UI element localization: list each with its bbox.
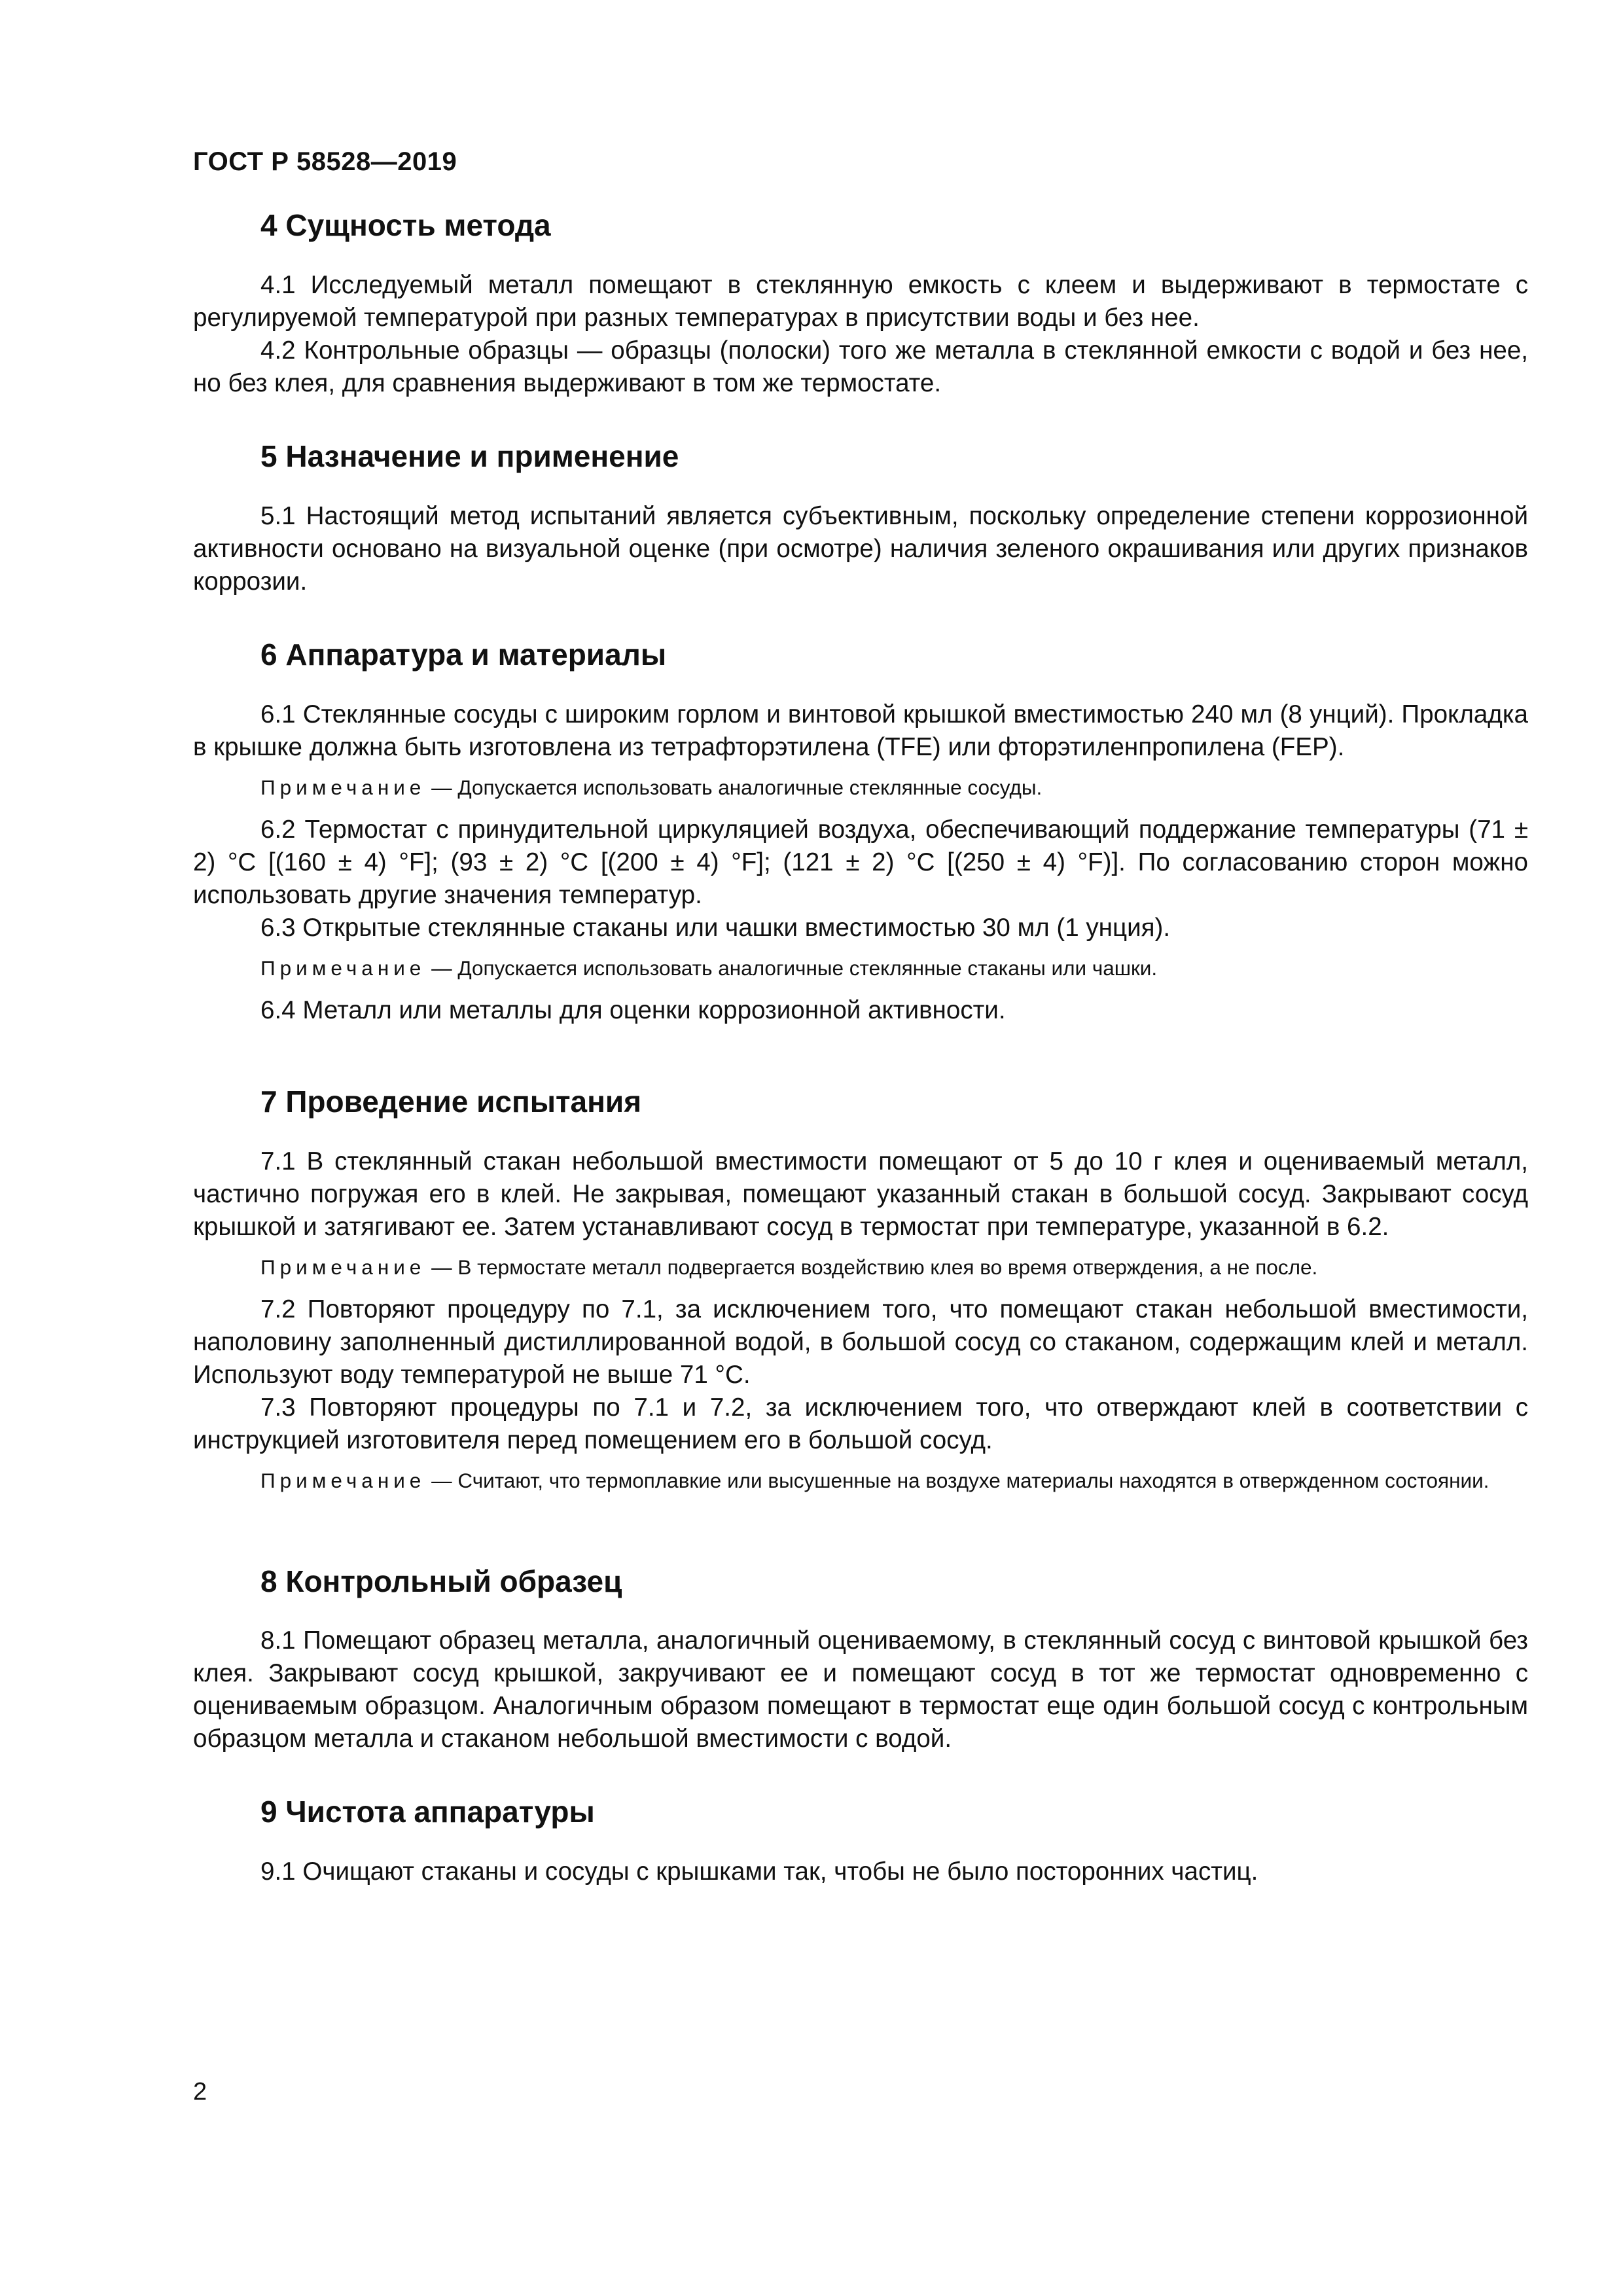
note-7-1 — [193, 1253, 1528, 1282]
note-7-3 — [193, 1466, 1528, 1495]
section-4-title: 4 Сущность метода — [260, 208, 551, 242]
section-7-title: 7 Проведение испытания — [260, 1084, 642, 1119]
paragraph-6-2: 6.2 Термостат с принудительной циркуляцией воздуха, обеспечивающий поддержание температуры (71 ± 2) °С [(160 ± 4) °F]; (93 ± 2) °С [(200 ± 4) °F]; (121 ± 2) °С [(250 ± 4) °F)]. По согласованию сторон можно использовать другие значения температур. — [193, 815, 1528, 909]
note-text: — В термостате металл подвергается воздействию клея во время отверждения, а не после. — [425, 1255, 1318, 1279]
page-number: 2 — [193, 2078, 207, 2106]
paragraph-7-2: 7.2 Повторяют процедуру по 7.1, за исключением того, что помещают стакан небольшой вместимости, наполовину заполненный дистиллированной водой, в большой сосуд со стаканом, содержащим клей и металл. Используют воду температурой не выше 71 °С. — [193, 1295, 1528, 1389]
paragraph-6-4: 6.4 Металл или металлы для оценки коррозионной активности. — [260, 996, 1006, 1024]
note-label: Примечание — [260, 775, 426, 799]
document-page — [193, 147, 1528, 1888]
note-6-3 — [193, 954, 1528, 982]
section-8-title: 8 Контрольный образец — [260, 1564, 622, 1598]
note-label: Примечание — [260, 1468, 426, 1492]
note-text: — Допускается использовать аналогичные стеклянные сосуды. — [425, 775, 1043, 799]
note-6-1 — [193, 773, 1528, 802]
section-9-title: 9 Чистота аппаратуры — [260, 1795, 595, 1829]
paragraph-7-3: 7.3 Повторяют процедуры по 7.1 и 7.2, за исключением того, что отверждают клей в соответствии с инструкцией изготовителя перед помещением его в большой сосуд. — [193, 1393, 1528, 1454]
paragraph-8-1: 8.1 Помещают образец металла, аналогичный оцениваемому, в стеклянный сосуд с винтовой крышкой без клея. Закрывают сосуд крышкой, закручивают ее и помещают сосуд в тот же термостат одновременно с оцениваемым образцом. Аналогичным образом помещают в термостат еще один большой сосуд с контрольным образцом металла и стаканом небольшой вместимости с водой. — [193, 1626, 1528, 1753]
paragraph-9-1: 9.1 Очищают стаканы и сосуды с крышками так, чтобы не было посторонних частиц. — [260, 1857, 1258, 1886]
section-5-title: 5 Назначение и применение — [260, 439, 679, 473]
paragraph-5-1: 5.1 Настоящий метод испытаний является субъективным, поскольку определение степени коррозионной активности основано на визуальной оценке (при осмотре) наличия зеленого окрашивания или других признаков коррозии. — [193, 501, 1528, 596]
note-label: Примечание — [260, 956, 426, 980]
document-header: ГОСТ Р 58528—2019 — [193, 147, 457, 176]
note-label: Примечание — [260, 1255, 426, 1279]
note-text: — Считают, что термоплавкие или высушенные на воздухе материалы находятся в отвержденном состоянии. — [425, 1468, 1489, 1492]
paragraph-6-3: 6.3 Открытые стеклянные стаканы или чашки вместимостью 30 мл (1 унция). — [260, 913, 1171, 942]
note-text: — Допускается использовать аналогичные стеклянные стаканы или чашки. — [425, 956, 1158, 980]
paragraph-6-1: 6.1 Стеклянные сосуды с широким горлом и винтовой крышкой вместимостью 240 мл (8 унций). Прокладка в крышке должна быть изготовлена из тетрафторэтилена (TFE) или фторэтиленпропилена (FEP). — [193, 700, 1528, 761]
paragraph-4-1: 4.1 Исследуемый металл помещают в стеклянную емкость с клеем и выдерживают в термостате с регулируемой температурой при разных температурах в присутствии воды и без нее. — [193, 270, 1528, 332]
section-6-title: 6 Аппаратура и материалы — [260, 637, 667, 672]
paragraph-7-1: 7.1 В стеклянный стакан небольшой вместимости помещают от 5 до 10 г клея и оцениваемый металл, частично погружая его в клей. Не закрывая, помещают указанный стакан в большой сосуд. Закрывают сосуд крышкой и затягивают ее. Затем устанавливают сосуд в термостат при температуре, указанной в 6.2. — [193, 1147, 1528, 1241]
paragraph-4-2: 4.2 Контрольные образцы — образцы (полоски) того же металла в стеклянной емкости с водой и без нее, но без клея, для сравнения выдерживают в том же термостате. — [193, 336, 1528, 397]
